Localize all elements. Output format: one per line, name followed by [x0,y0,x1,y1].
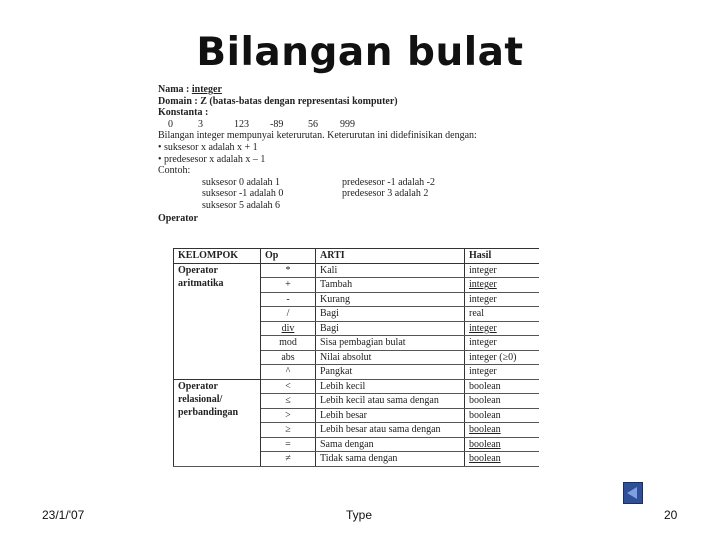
arti-cell: Nilai absolut [316,350,465,365]
content-block [158,84,548,224]
group-label-line: aritmatika [178,277,224,289]
group-label-line: perbandingan [178,406,239,418]
constant-value: 3 [198,118,203,130]
slide-title: Bilangan bulat [196,30,524,75]
constant-value: 999 [340,118,355,130]
nama-line [158,84,548,96]
hasil-cell: integer (≥0) [465,350,540,365]
description-line: Bilangan integer mempunyai keterurutan. Keterurutan ini didefinisikan dengan: [158,130,477,142]
op-cell: div [261,321,316,336]
arti-cell: Bagi [316,321,465,336]
example-left: suksesor 0 adalah 1 [202,176,281,188]
op-cell: ^ [261,365,316,380]
hasil-cell: integer [465,336,540,351]
op-cell: * [261,263,316,278]
nama-value: integer [191,84,222,95]
op-cell: / [261,307,316,322]
example-row [158,177,548,189]
domain-line: Domain : Z (batas-batas dengan representasi komputer) [158,95,398,107]
table-header-row [174,249,540,264]
header-op: Op [261,249,316,264]
header-hasil: Hasil [465,249,540,264]
hasil-cell: real [465,307,540,322]
hasil-cell: boolean [465,452,540,467]
op-cell: ≤ [261,394,316,409]
hasil-cell: boolean [465,408,540,423]
group-label-line: Operator [178,380,218,392]
op-cell: < [261,379,316,394]
header-arti: ARTI [316,249,465,264]
group-label-line: relasional/ [178,393,223,405]
back-navigation-button[interactable] [623,482,643,504]
arti-cell: Pangkat [316,365,465,380]
back-arrow-icon [627,487,637,499]
arti-cell: Lebih besar [316,408,465,423]
table-row [174,263,540,278]
arti-cell: Kali [316,263,465,278]
group-label-relasional [174,379,261,466]
op-cell: - [261,292,316,307]
footer-date: 23/1/'07 [42,508,85,522]
hasil-cell: integer [465,321,540,336]
example-right: predesesor 3 adalah 2 [342,188,429,200]
hasil-cell: integer [465,278,540,293]
hasil-cell: boolean [465,379,540,394]
arti-cell: Sisa pembagian bulat [316,336,465,351]
arti-cell: Lebih kecil atau sama dengan [316,394,465,409]
constants-line [158,119,548,131]
header-kelompok: KELOMPOK [174,249,261,264]
arti-cell: Lebih kecil [316,379,465,394]
footer-page-number: 20 [664,508,678,522]
arti-cell: Lebih besar atau sama dengan [316,423,465,438]
bullet-suksesor: • suksesor x adalah x + 1 [158,141,258,153]
contoh-label: Contoh: [158,165,191,177]
hasil-cell: integer [465,263,540,278]
example-right: predesesor -1 adalah -2 [342,176,436,188]
constant-value: 123 [234,118,249,130]
op-cell: mod [261,336,316,351]
arti-cell: Bagi [316,307,465,322]
operator-label: Operator [158,212,198,224]
example-row [158,200,548,212]
op-cell: + [261,278,316,293]
konstanta-label: Konstanta : [158,107,209,119]
bullet-predesesor: • predesesor x adalah x – 1 [158,153,266,165]
example-left: suksesor -1 adalah 0 [202,188,284,200]
group-label-aritmatika [174,263,261,379]
constant-value: 0 [168,118,173,130]
hasil-cell: boolean [465,423,540,438]
arti-cell: Tidak sama dengan [316,452,465,467]
op-cell: abs [261,350,316,365]
table-row [174,379,540,394]
hasil-cell: boolean [465,437,540,452]
example-row [158,188,548,200]
constant-value: 56 [308,118,318,130]
example-left: suksesor 5 adalah 6 [202,199,281,211]
op-cell: ≥ [261,423,316,438]
hasil-cell: integer [465,292,540,307]
op-cell: > [261,408,316,423]
arti-cell: Sama dengan [316,437,465,452]
constant-value: -89 [270,118,284,130]
arti-cell: Tambah [316,278,465,293]
op-cell: ≠ [261,452,316,467]
group-label-line: Operator [178,264,218,276]
footer-title: Type [346,508,373,522]
arti-cell: Kurang [316,292,465,307]
op-cell: = [261,437,316,452]
operator-table [173,248,539,467]
hasil-cell: boolean [465,394,540,409]
nama-label: Nama : [158,84,192,95]
hasil-cell: integer [465,365,540,380]
